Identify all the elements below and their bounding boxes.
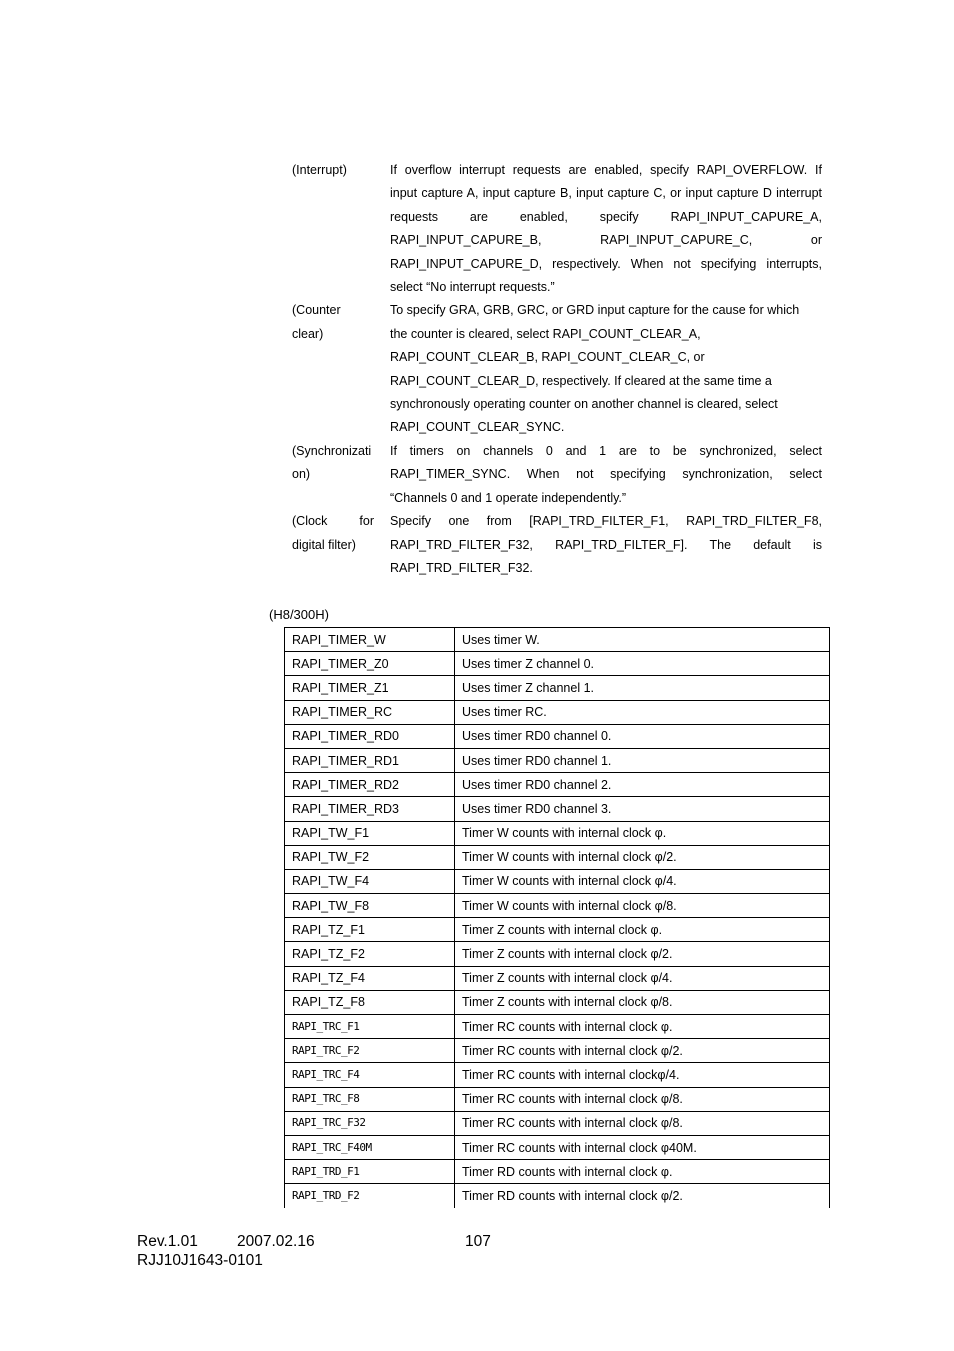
table-row xyxy=(285,966,830,990)
constant-description-cell: Timer RC counts with internal clock φ40M. xyxy=(455,1135,830,1159)
param-description-line: synchronously operating counter on another channel is cleared, select xyxy=(390,397,778,412)
table-row xyxy=(285,894,830,918)
param-row xyxy=(292,510,822,580)
footer-revision: Rev.1.01 xyxy=(137,1233,198,1250)
param-description xyxy=(390,510,822,580)
constant-name-cell: RAPI_TZ_F8 xyxy=(285,990,455,1014)
param-description-line: Specify one from [RAPI_TRD_FILTER_F1, RAPI_TRD_FILTER_F8, xyxy=(390,514,822,529)
table-row xyxy=(285,724,830,748)
constant-name-cell: RAPI_TRC_F2 xyxy=(285,1039,455,1063)
table-row xyxy=(285,1184,830,1208)
param-description-line: RAPI_TRD_FILTER_F32. xyxy=(390,560,533,575)
constant-description-cell: Timer Z counts with internal clock φ/2. xyxy=(455,942,830,966)
param-term: (Counter clear) xyxy=(292,303,341,341)
table-row xyxy=(285,1063,830,1087)
table-row xyxy=(285,652,830,676)
table-row xyxy=(285,869,830,893)
table-row xyxy=(285,1015,830,1039)
constant-name-cell: RAPI_TZ_F1 xyxy=(285,918,455,942)
constant-name-cell: RAPI_TRC_F4 xyxy=(285,1063,455,1087)
constant-name-cell: RAPI_TIMER_Z1 xyxy=(285,676,455,700)
table-row xyxy=(285,918,830,942)
constant-name-cell: RAPI_TRC_F40M xyxy=(285,1135,455,1159)
param-term: (Interrupt) xyxy=(292,163,347,177)
footer-document-id: RJJ10J1643-0101 xyxy=(137,1252,263,1269)
timer-definitions-table xyxy=(284,627,830,1208)
constant-name-cell: RAPI_TZ_F2 xyxy=(285,942,455,966)
constant-name-cell: RAPI_TW_F2 xyxy=(285,845,455,869)
param-description-line: RAPI_TIMER_SYNC. When not specifying synchronization, select xyxy=(390,467,822,482)
constant-name-cell: RAPI_TIMER_W xyxy=(285,628,455,652)
param-description xyxy=(390,299,822,439)
constant-description-cell: Timer Z counts with internal clock φ. xyxy=(455,918,830,942)
constant-description-cell: Timer W counts with internal clock φ/2. xyxy=(455,845,830,869)
constant-name-cell: RAPI_TW_F4 xyxy=(285,869,455,893)
constant-name-cell: RAPI_TZ_F4 xyxy=(285,966,455,990)
param-description-line: RAPI_COUNT_CLEAR_B, RAPI_COUNT_CLEAR_C, or xyxy=(390,350,705,365)
param-description-line: select “No interrupt requests.” xyxy=(390,280,555,295)
param-description xyxy=(390,159,822,299)
constant-name-cell: RAPI_TRC_F1 xyxy=(285,1015,455,1039)
table-row xyxy=(285,1111,830,1135)
constant-description-cell: Uses timer RC. xyxy=(455,700,830,724)
constant-description-cell: Timer Z counts with internal clock φ/8. xyxy=(455,990,830,1014)
table-row xyxy=(285,676,830,700)
constant-description-cell: Timer W counts with internal clock φ/4. xyxy=(455,869,830,893)
param-row xyxy=(292,440,822,510)
param-term: (Clock for digital filter) xyxy=(292,514,374,552)
constant-description-cell: Timer W counts with internal clock φ. xyxy=(455,821,830,845)
constant-description-cell: Timer RD counts with internal clock φ. xyxy=(455,1160,830,1184)
section-label: (H8/300H) xyxy=(269,607,329,622)
constant-description-cell: Timer RC counts with internal clock φ/2. xyxy=(455,1039,830,1063)
table-row xyxy=(285,845,830,869)
param-description-line: RAPI_COUNT_CLEAR_D, respectively. If cleared at the same time a xyxy=(390,373,772,388)
param-description-line: RAPI_TRD_FILTER_F32, RAPI_TRD_FILTER_F]. The default is xyxy=(390,537,822,552)
table-row xyxy=(285,797,830,821)
constant-description-cell: Timer RC counts with internal clock φ/8. xyxy=(455,1087,830,1111)
constant-description-cell: Timer RD counts with internal clock φ/2. xyxy=(455,1184,830,1208)
table-row xyxy=(285,700,830,724)
constant-description-cell: Uses timer RD0 channel 2. xyxy=(455,773,830,797)
param-description-line: requests are enabled, specify RAPI_INPUT_CAPURE_A, xyxy=(390,209,822,224)
constant-description-cell: Uses timer W. xyxy=(455,628,830,652)
constant-description-cell: Uses timer Z channel 0. xyxy=(455,652,830,676)
table-row xyxy=(285,773,830,797)
constant-name-cell: RAPI_TRD_F2 xyxy=(285,1184,455,1208)
constant-name-cell: RAPI_TW_F1 xyxy=(285,821,455,845)
constant-name-cell: RAPI_TIMER_RC xyxy=(285,700,455,724)
param-row xyxy=(292,159,822,299)
constant-description-cell: Uses timer Z channel 1. xyxy=(455,676,830,700)
param-description-line: the counter is cleared, select RAPI_COUNT_CLEAR_A, xyxy=(390,326,701,341)
table-row xyxy=(285,1135,830,1159)
table-row xyxy=(285,1039,830,1063)
constant-description-cell: Uses timer RD0 channel 1. xyxy=(455,748,830,772)
constant-name-cell: RAPI_TRC_F32 xyxy=(285,1111,455,1135)
table-row xyxy=(285,821,830,845)
table-row xyxy=(285,628,830,652)
param-row xyxy=(292,299,822,439)
table-row xyxy=(285,748,830,772)
param-term: (Synchronizati on) xyxy=(292,443,372,482)
constant-description-cell: Timer RC counts with internal clock φ/8. xyxy=(455,1111,830,1135)
constant-name-cell: RAPI_TIMER_RD2 xyxy=(285,773,455,797)
constant-name-cell: RAPI_TIMER_RD0 xyxy=(285,724,455,748)
constant-name-cell: RAPI_TRC_F8 xyxy=(285,1087,455,1111)
constant-name-cell: RAPI_TRD_F1 xyxy=(285,1160,455,1184)
timer-definitions-table-wrap xyxy=(284,627,830,1208)
table-row xyxy=(285,1087,830,1111)
param-description-line: input capture A, input capture B, input capture C, or input capture D interrupt xyxy=(390,186,822,201)
param-description xyxy=(390,440,822,510)
param-description-line: RAPI_COUNT_CLEAR_SYNC. xyxy=(390,420,565,435)
footer-date: 2007.02.16 xyxy=(237,1233,315,1250)
constant-name-cell: RAPI_TW_F8 xyxy=(285,894,455,918)
constant-description-cell: Uses timer RD0 channel 0. xyxy=(455,724,830,748)
constant-description-cell: Timer RC counts with internal clockφ/4. xyxy=(455,1063,830,1087)
param-description-line: If timers on channels 0 and 1 are to be synchronized, select xyxy=(390,443,822,458)
footer-page-number: 107 xyxy=(465,1233,491,1250)
table-row xyxy=(285,990,830,1014)
constant-description-cell: Timer Z counts with internal clock φ/4. xyxy=(455,966,830,990)
constant-name-cell: RAPI_TIMER_RD1 xyxy=(285,748,455,772)
parameter-list xyxy=(292,159,822,580)
param-description-line: “Channels 0 and 1 operate independently.” xyxy=(390,490,627,505)
param-description-line: RAPI_INPUT_CAPURE_D, respectively. When not specifying interrupts, xyxy=(390,256,822,271)
constant-description-cell: Uses timer RD0 channel 3. xyxy=(455,797,830,821)
constant-name-cell: RAPI_TIMER_RD3 xyxy=(285,797,455,821)
constant-description-cell: Timer W counts with internal clock φ/8. xyxy=(455,894,830,918)
table-row xyxy=(285,942,830,966)
constant-name-cell: RAPI_TIMER_Z0 xyxy=(285,652,455,676)
table-row xyxy=(285,1160,830,1184)
param-description-line: To specify GRA, GRB, GRC, or GRD input capture for the cause for which xyxy=(390,303,800,318)
constant-description-cell: Timer RC counts with internal clock φ. xyxy=(455,1015,830,1039)
param-description-line: RAPI_INPUT_CAPURE_B, RAPI_INPUT_CAPURE_C, or xyxy=(390,233,822,248)
param-description-line: If overflow interrupt requests are enabled, specify RAPI_OVERFLOW. If xyxy=(390,163,822,177)
